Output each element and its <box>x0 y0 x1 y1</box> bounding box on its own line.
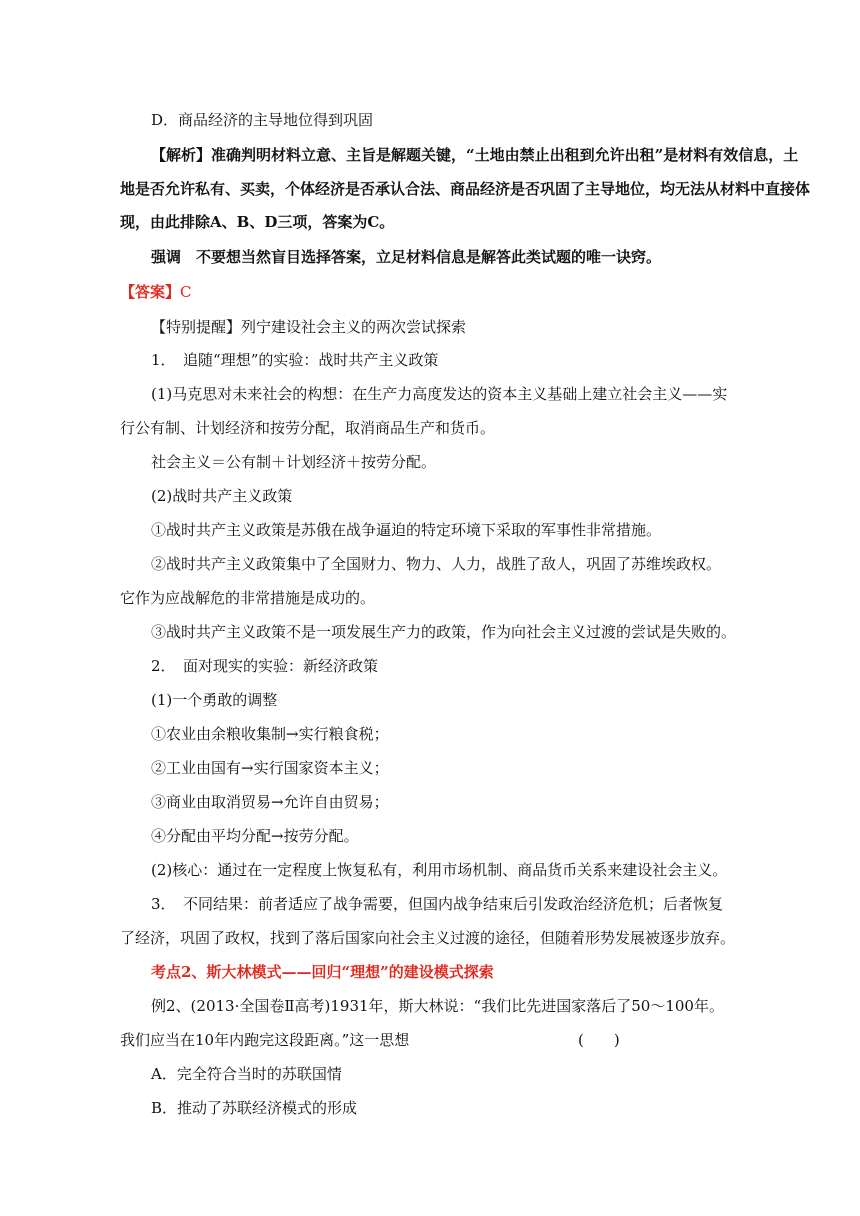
answer-blank: ( ) <box>578 1031 620 1049</box>
point-1-1-line-1: (1)马克思对未来社会的构想：在生产力高度发达的资本主义基础上建立社会主义——实 <box>151 385 728 403</box>
point-2-2-core: (2)核心：通过在一定程度上恢复私有，利用市场机制、商品货币关系来建设社会主义。 <box>151 861 728 879</box>
point-2-1-item-4: ④分配由平均分配→按劳分配。 <box>151 827 359 845</box>
point-1-2-item-2-line-2: 它作为应战解危的非常措施是成功的。 <box>120 589 376 607</box>
option-d: D．商品经济的主导地位得到巩固 <box>151 111 374 129</box>
example-2-line-2: 我们应当在10年内跑完这段距离。”这一思想 <box>120 1031 410 1049</box>
analysis-text: 准确判明材料立意、主旨是解题关键，“土地由禁止出租到允许出租”是材料有效信息，土 <box>211 146 799 164</box>
point-2-1-heading: (1)一个勇敢的调整 <box>151 691 278 709</box>
point-1-heading: 1． 追随“理想”的实验：战时共产主义政策 <box>151 351 439 369</box>
option-a: A．完全符合当时的苏联国情 <box>151 1065 342 1083</box>
point-1-2-item-3: ③战时共产主义政策不是一项发展生产力的政策，作为向社会主义过渡的尝试是失败的。 <box>151 623 737 641</box>
analysis-paragraph-line-2: 地是否允许私有、买卖，个体经济是否承认合法、商品经济是否巩固了主导地位，均无法从材料中直接体 <box>120 180 811 198</box>
point-3-line-1: 3． 不同结果：前者适应了战争需要，但国内战争结束后引发政治经济危机；后者恢复 <box>151 895 724 913</box>
section-heading-kaodian-2: 考点2、斯大林模式——回归“理想”的建设模式探索 <box>151 963 494 981</box>
socialism-formula: 社会主义＝公有制＋计划经济＋按劳分配。 <box>151 453 437 471</box>
special-reminder-heading: 【特别提醒】列宁建设社会主义的两次尝试探索 <box>151 318 467 336</box>
point-1-2-item-2-line-1: ②战时共产主义政策集中了全国财力、物力、人力，战胜了敌人，巩固了苏维埃政权。 <box>151 555 722 573</box>
point-1-1-line-2: 行公有制、计划经济和按劳分配，取消商品生产和货币。 <box>120 419 496 437</box>
point-1-2-heading: (2)战时共产主义政策 <box>151 487 293 505</box>
analysis-paragraph-line-3: 现，由此排除A、B、D三项，答案为C。 <box>120 213 395 231</box>
example-2-line-1: 例2、(2013·全国卷Ⅱ高考)1931年，斯大林说：“我们比先进国家落后了50～100年。 <box>151 997 724 1015</box>
emphasis-note: 强调 不要想当然盲目选择答案，立足材料信息是解答此类试题的唯一诀窍。 <box>151 248 662 266</box>
point-2-heading: 2． 面对现实的实验：新经济政策 <box>151 657 379 675</box>
point-2-1-item-3: ③商业由取消贸易→允许自由贸易； <box>151 793 389 811</box>
analysis-paragraph-line-1 <box>151 145 798 165</box>
option-b: B．推动了苏联经济模式的形成 <box>151 1099 358 1117</box>
point-1-2-item-1: ①战时共产主义政策是苏俄在战争逼迫的特定环境下采取的军事性非常措施。 <box>151 521 662 539</box>
answer-value: C <box>180 283 192 301</box>
answer-label: 【答案】 <box>120 283 181 301</box>
point-3-line-2: 了经济，巩固了政权，找到了落后国家向社会主义过渡的途径，但随着形势发展被逐步放弃。 <box>120 929 736 947</box>
point-2-1-item-1: ①农业由余粮收集制→实行粮食税； <box>151 725 389 743</box>
point-2-1-item-2: ②工业由国有→实行国家资本主义； <box>151 759 389 777</box>
answer-line <box>120 282 192 302</box>
analysis-label: 【解析】 <box>151 146 212 164</box>
